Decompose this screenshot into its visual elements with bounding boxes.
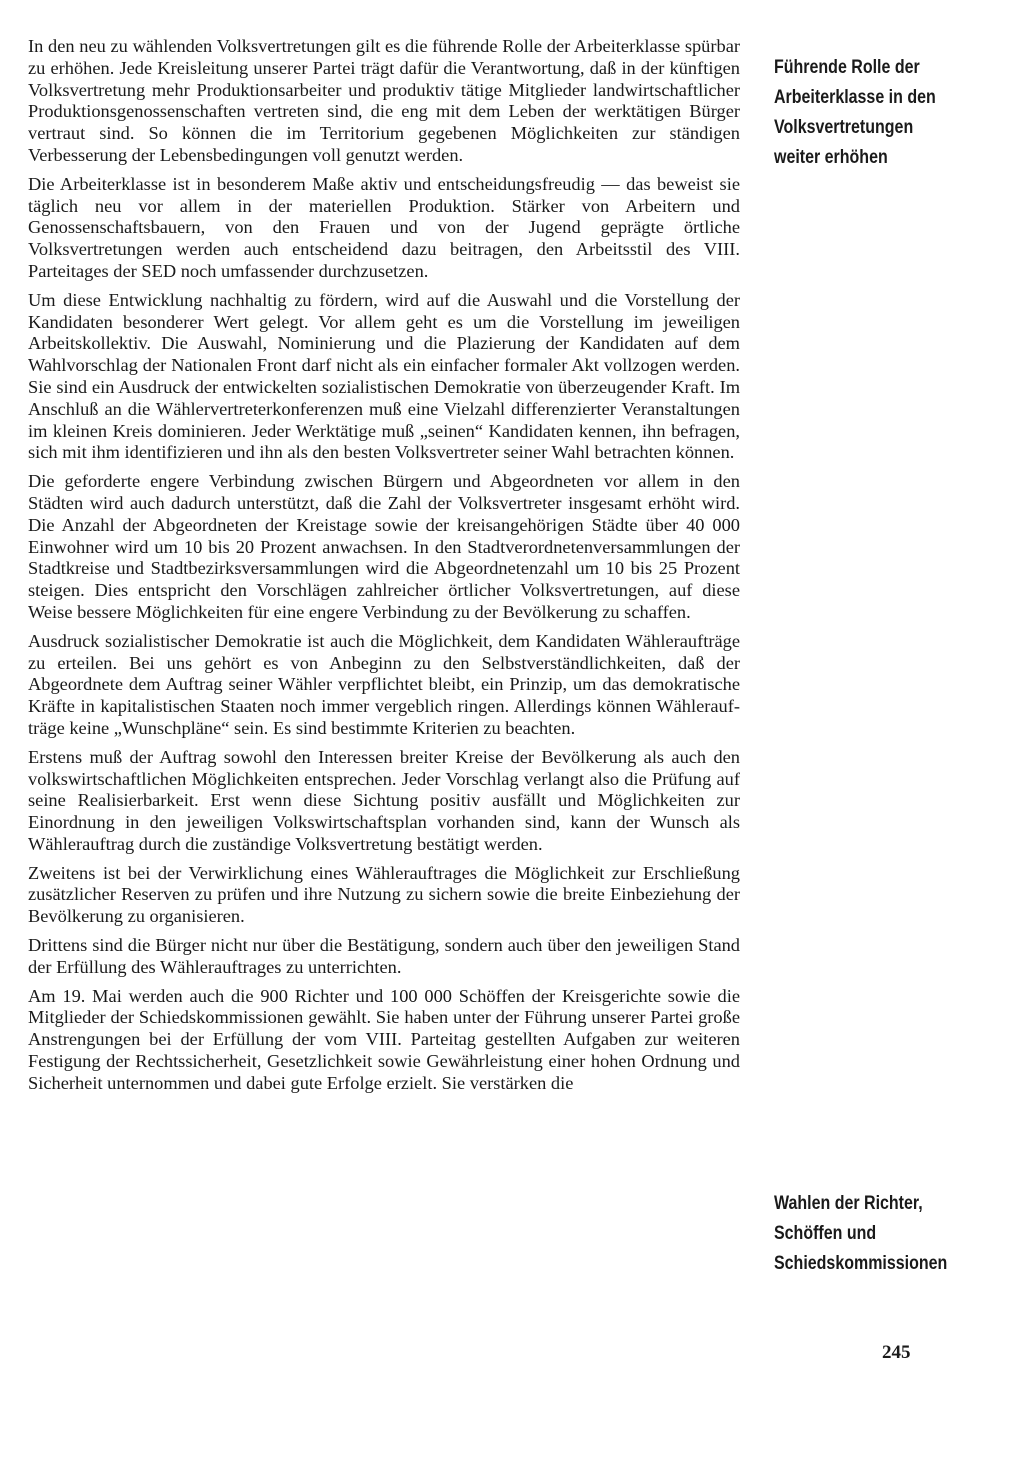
margin-heading-line: Arbeiterklasse in den <box>774 86 936 108</box>
paragraph-4: Die geforderte engere Verbindung zwischen Bürgern und Abgeordneten vor allem in den Städten wird auch dadurch unterstützt, daß die Zahl der Volksvertreter insgesamt erhöht wird. Die Anzahl der Abgeordneten der Kreistage sowie der kreisangehörigen Städte über 40 000 Einwohner wird um 10 bis 20 Prozent anwachsen. In den Stadtverordnetenversammlungen der Stadtkreise und Stadtbezirksversammlungen wird die Abgeordnetenzahl um 10 bis 25 Prozent steigen. Dies entspricht den Vorschlägen zahlreicher örtlicher Volksvertretungen, auf diese Weise bessere Möglichkeiten für eine engere Verbindung zu der Bevölkerung zu schaffen. <box>28 471 740 622</box>
page-number: 245 <box>882 1342 911 1363</box>
margin-heading-line: Führende Rolle der <box>774 56 920 78</box>
paragraph-7: Zweitens ist bei der Verwirklichung eines Wählerauftrages die Möglichkeit zur Erschließung zusätzlicher Reserven zu prüfen und ihre Nutzung zu sichern sowie die breite Einbeziehung der Bevölkerung zu organisieren. <box>28 862 740 927</box>
paragraph-2: Die Arbeiterklasse ist in besonderem Maße aktiv und entscheidungsfreudig — das beweist sie täglich neu vor allem in der materiellen Produktion. Stärker von Arbeitern und Genossenschaftsbauern, von den Frauen und von der Jugend geprägte örtliche Volksvertretungen werden auch entscheidend dazu beitragen, den Arbeitsstil des VIII. Parteitages der SED noch umfassender durchzusetzen. <box>28 173 740 281</box>
margin-heading-line: Schöffen und <box>774 1222 877 1244</box>
margin-heading-leading-role <box>774 52 936 172</box>
margin-heading-line: Volksvertretungen <box>774 116 914 138</box>
body-text <box>28 36 740 1102</box>
margin-heading-line: weiter erhöhen <box>774 146 888 168</box>
margin-heading-line: Wahlen der Richter, <box>774 1192 923 1214</box>
paragraph-8: Drittens sind die Bürger nicht nur über die Bestätigung, sondern auch über den jeweiligen Stand der Erfüllung des Wählerauftrages zu unterrichten. <box>28 935 740 977</box>
margin-heading-judges-election <box>774 1188 947 1278</box>
paragraph-5: Ausdruck sozialistischer Demokratie ist auch die Möglichkeit, dem Kandidaten Wähleraufträge zu erteilen. Bei uns gehört es von Anbeginn zu den Selbstverständlichkeiten, daß der Abgeordnete dem Auftrag seiner Wähler verpflichtet bleibt, ein Prinzip, um das demokratische Kräfte in kapitalistischen Staaten noch immer vergeblich ringen. Allerdings können Wähleraufträge keine „Wunschpläne“ sein. Es sind bestimmte Kriterien zu beachten. <box>28 630 740 738</box>
paragraph-1: In den neu zu wählenden Volksvertretungen gilt es die führende Rolle der Arbeiterklasse spürbar zu erhöhen. Jede Kreisleitung unserer Partei trägt dafür die Verantwortung, daß in der künftigen Volksvertretung mehr Produktionsarbeiter und produktiv tätige Mitglieder landwirtschaftlicher Produktionsgenossenschaften vertreten sind, die eng mit dem Leben der werktätigen Bürger vertraut sind. So können die im Territorium gegebenen Möglichkeiten zur ständigen Verbesserung der Lebensbedingungen voll genutzt werden. <box>28 36 740 165</box>
margin-heading-line: Schiedskommissionen <box>774 1252 948 1274</box>
paragraph-3: Um diese Entwicklung nachhaltig zu fördern, wird auf die Auswahl und die Vorstellung der Kandidaten besonderer Wert gelegt. Vor allem geht es um die Vorstellung im jeweiligen Arbeitskollektiv. Die Auswahl, Nominierung und die Plazierung der Kandidaten auf dem Wahlvorschlag der Nationalen Front darf nicht als ein einfacher formaler Akt vollzogen werden. Sie sind ein Ausdruck der entwickelten sozialistischen Demokratie von überzeugender Kraft. Im Anschluß an die Wählervertreterkonferenzen muß eine Vielzahl differenzierter Veranstaltungen im kleinen Kreis dominieren. Jeder Werktätige muß „seinen“ Kandidaten kennen, ihn befragen, sich mit ihm identifizieren und ihn als den besten Volksvertreter seiner Wahl betrachten können. <box>28 289 740 463</box>
paragraph-9: Am 19. Mai werden auch die 900 Richter und 100 000 Schöffen der Kreisgerichte sowie die Mitglieder der Schiedskommissionen gewählt. Sie haben unter der Führung unserer Partei große Anstrengungen bei der Erfüllung der vom VIII. Parteitag gestellten Aufgaben zur weiteren Festigung der Rechtssicherheit, Gesetzlichkeit sowie Gewährleistung einer hohen Ordnung und Sicherheit unternommen und dabei gute Erfolge erzielt. Sie verstärken die <box>28 985 740 1093</box>
paragraph-6: Erstens muß der Auftrag sowohl den Interessen breiter Kreise der Bevölkerung als auch den volkswirtschaftlichen Möglichkeiten entsprechen. Jeder Vorschlag verlangt also die Prüfung auf seine Realisierbarkeit. Erst wenn diese Sichtung positiv ausfällt und Möglichkeiten zur Einordnung in den jeweiligen Volkswirtschaftsplan vorhanden sind, kann der Wunsch als Wählerauftrag durch die zuständige Volksvertretung bestätigt werden. <box>28 746 740 854</box>
